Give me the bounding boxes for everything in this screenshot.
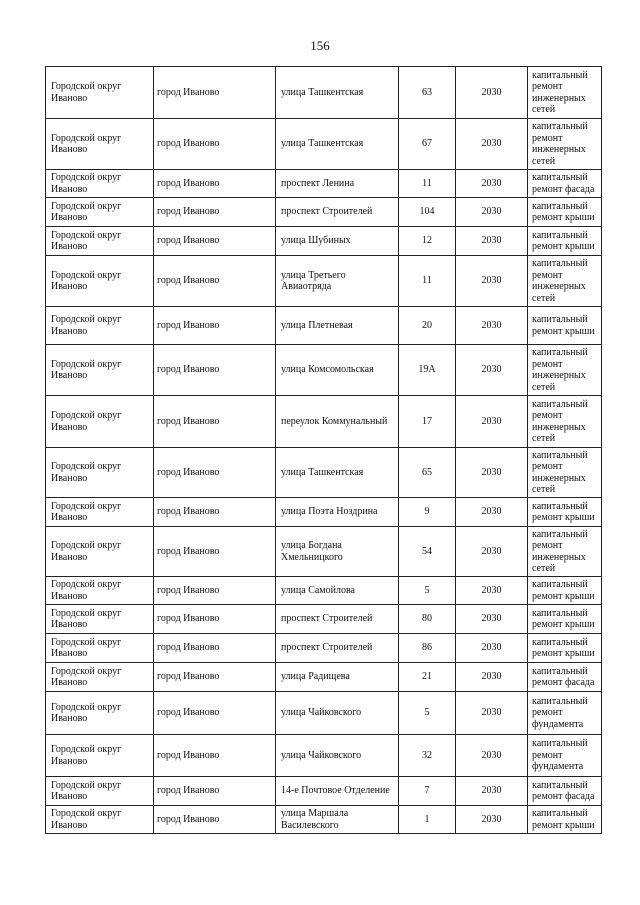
street-cell: улица Чайковского [276, 735, 399, 777]
house-number-cell: 12 [399, 227, 456, 256]
district-cell: Городской округ Иваново [46, 735, 154, 777]
district-cell: Городской округ Иваново [46, 663, 154, 692]
city-cell: город Иваново [154, 577, 276, 605]
year-cell: 2030 [456, 345, 528, 396]
city-cell: город Иваново [154, 396, 276, 448]
district-cell: Городской округ Иваново [46, 498, 154, 527]
year-cell: 2030 [456, 527, 528, 577]
house-number-cell: 7 [399, 777, 456, 806]
district-cell: Городской округ Иваново [46, 527, 154, 577]
work-type-cell: капитальный ремонт фасада [528, 663, 602, 692]
house-number-cell: 80 [399, 605, 456, 634]
year-cell: 2030 [456, 692, 528, 735]
city-cell: город Иваново [154, 634, 276, 663]
street-cell: улица Самойлова [276, 577, 399, 605]
street-cell: улица Ташкентская [276, 448, 399, 498]
work-type-cell: капитальный ремонт крыши [528, 806, 602, 834]
city-cell: город Иваново [154, 527, 276, 577]
house-number-cell: 5 [399, 692, 456, 735]
year-cell: 2030 [456, 448, 528, 498]
work-type-cell: капитальный ремонт фасада [528, 777, 602, 806]
housing-repair-table [45, 66, 602, 834]
city-cell: город Иваново [154, 777, 276, 806]
table-row [46, 227, 602, 256]
year-cell: 2030 [456, 498, 528, 527]
street-cell: улица Богдана Хмельницкого [276, 527, 399, 577]
street-cell: проспект Строителей [276, 198, 399, 227]
district-cell: Городской округ Иваново [46, 634, 154, 663]
district-cell: Городской округ Иваново [46, 577, 154, 605]
house-number-cell: 21 [399, 663, 456, 692]
street-cell: улица Плетневая [276, 307, 399, 345]
district-cell: Городской округ Иваново [46, 777, 154, 806]
city-cell: город Иваново [154, 806, 276, 834]
city-cell: город Иваново [154, 498, 276, 527]
city-cell: город Иваново [154, 663, 276, 692]
district-cell: Городской округ Иваново [46, 448, 154, 498]
work-type-cell: капитальный ремонт крыши [528, 498, 602, 527]
street-cell: проспект Ленина [276, 170, 399, 198]
work-type-cell: капитальный ремонт фасада [528, 170, 602, 198]
table-row [46, 67, 602, 119]
table-row [46, 448, 602, 498]
city-cell: город Иваново [154, 256, 276, 307]
work-type-cell: капитальный ремонт инженерных сетей [528, 256, 602, 307]
city-cell: город Иваново [154, 119, 276, 170]
house-number-cell: 32 [399, 735, 456, 777]
street-cell: переулок Коммунальный [276, 396, 399, 448]
city-cell: город Иваново [154, 170, 276, 198]
house-number-cell: 19А [399, 345, 456, 396]
city-cell: город Иваново [154, 307, 276, 345]
year-cell: 2030 [456, 663, 528, 692]
year-cell: 2030 [456, 634, 528, 663]
street-cell: проспект Строителей [276, 605, 399, 634]
work-type-cell: капитальный ремонт инженерных сетей [528, 67, 602, 119]
district-cell: Городской округ Иваново [46, 227, 154, 256]
street-cell: улица Маршала Василевского [276, 806, 399, 834]
city-cell: город Иваново [154, 67, 276, 119]
work-type-cell: капитальный ремонт фундамента [528, 692, 602, 735]
street-cell: 14-е Почтовое Отделение [276, 777, 399, 806]
district-cell: Городской округ Иваново [46, 806, 154, 834]
table-row [46, 119, 602, 170]
table-row [46, 527, 602, 577]
district-cell: Городской округ Иваново [46, 198, 154, 227]
house-number-cell: 17 [399, 396, 456, 448]
house-number-cell: 11 [399, 256, 456, 307]
work-type-cell: капитальный ремонт инженерных сетей [528, 396, 602, 448]
house-number-cell: 1 [399, 806, 456, 834]
page-number: 156 [310, 38, 330, 53]
district-cell: Городской округ Иваново [46, 170, 154, 198]
district-cell: Городской округ Иваново [46, 119, 154, 170]
house-number-cell: 5 [399, 577, 456, 605]
year-cell: 2030 [456, 198, 528, 227]
house-number-cell: 65 [399, 448, 456, 498]
district-cell: Городской округ Иваново [46, 307, 154, 345]
table-row [46, 170, 602, 198]
work-type-cell: капитальный ремонт крыши [528, 605, 602, 634]
year-cell: 2030 [456, 170, 528, 198]
work-type-cell: капитальный ремонт инженерных сетей [528, 448, 602, 498]
year-cell: 2030 [456, 67, 528, 119]
district-cell: Городской округ Иваново [46, 256, 154, 307]
city-cell: город Иваново [154, 692, 276, 735]
street-cell: улица Ташкентская [276, 67, 399, 119]
table-row [46, 692, 602, 735]
table-row [46, 345, 602, 396]
table-row [46, 806, 602, 834]
table-row [46, 256, 602, 307]
year-cell: 2030 [456, 806, 528, 834]
district-cell: Городской округ Иваново [46, 396, 154, 448]
city-cell: город Иваново [154, 227, 276, 256]
street-cell: улица Третьего Авиаотряда [276, 256, 399, 307]
house-number-cell: 20 [399, 307, 456, 345]
year-cell: 2030 [456, 227, 528, 256]
house-number-cell: 11 [399, 170, 456, 198]
table-row [46, 307, 602, 345]
year-cell: 2030 [456, 577, 528, 605]
work-type-cell: капитальный ремонт крыши [528, 307, 602, 345]
street-cell: улица Радищева [276, 663, 399, 692]
street-cell: проспект Строителей [276, 634, 399, 663]
work-type-cell: капитальный ремонт крыши [528, 227, 602, 256]
city-cell: город Иваново [154, 198, 276, 227]
house-number-cell: 67 [399, 119, 456, 170]
work-type-cell: капитальный ремонт крыши [528, 198, 602, 227]
table-row [46, 396, 602, 448]
work-type-cell: капитальный ремонт фундамента [528, 735, 602, 777]
street-cell: улица Ташкентская [276, 119, 399, 170]
work-type-cell: капитальный ремонт инженерных сетей [528, 345, 602, 396]
house-number-cell: 54 [399, 527, 456, 577]
work-type-cell: капитальный ремонт крыши [528, 577, 602, 605]
district-cell: Городской округ Иваново [46, 605, 154, 634]
district-cell: Городской округ Иваново [46, 67, 154, 119]
house-number-cell: 86 [399, 634, 456, 663]
table-row [46, 777, 602, 806]
year-cell: 2030 [456, 735, 528, 777]
district-cell: Городской округ Иваново [46, 692, 154, 735]
street-cell: улица Поэта Ноздрина [276, 498, 399, 527]
table-row [46, 634, 602, 663]
table-row [46, 498, 602, 527]
table-row [46, 663, 602, 692]
year-cell: 2030 [456, 119, 528, 170]
table-row [46, 605, 602, 634]
year-cell: 2030 [456, 777, 528, 806]
city-cell: город Иваново [154, 605, 276, 634]
table-row [46, 577, 602, 605]
house-number-cell: 104 [399, 198, 456, 227]
work-type-cell: капитальный ремонт инженерных сетей [528, 527, 602, 577]
year-cell: 2030 [456, 396, 528, 448]
year-cell: 2030 [456, 307, 528, 345]
street-cell: улица Чайковского [276, 692, 399, 735]
year-cell: 2030 [456, 256, 528, 307]
house-number-cell: 63 [399, 67, 456, 119]
city-cell: город Иваново [154, 735, 276, 777]
city-cell: город Иваново [154, 345, 276, 396]
work-type-cell: капитальный ремонт инженерных сетей [528, 119, 602, 170]
table-row [46, 735, 602, 777]
year-cell: 2030 [456, 605, 528, 634]
district-cell: Городской округ Иваново [46, 345, 154, 396]
work-type-cell: капитальный ремонт крыши [528, 634, 602, 663]
street-cell: улица Шубиных [276, 227, 399, 256]
house-number-cell: 9 [399, 498, 456, 527]
city-cell: город Иваново [154, 448, 276, 498]
street-cell: улица Комсомольская [276, 345, 399, 396]
table-row [46, 198, 602, 227]
